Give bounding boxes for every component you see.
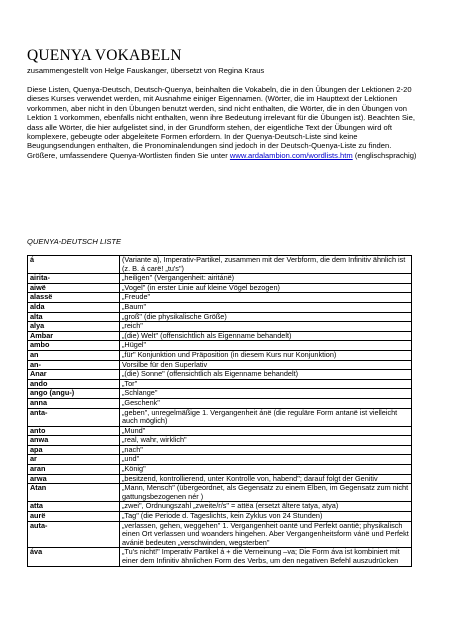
entry-word: an <box>28 350 120 360</box>
entry-word: anwa <box>28 436 120 446</box>
table-row <box>28 302 412 312</box>
entry-meaning: „Freude" <box>120 293 412 303</box>
table-row <box>28 465 412 475</box>
entry-word: airita- <box>28 274 120 284</box>
entry-meaning: „heiligen" (Vergangenheit: airitánë) <box>120 274 412 284</box>
table-row <box>28 379 412 389</box>
table-row <box>28 548 412 566</box>
document-subtitle: zusammengestellt von Helge Fauskanger, übersetzt von Regina Kraus <box>27 66 265 75</box>
entry-meaning: „für" Konjunktion und Präposition (in diesem Kurs nur Konjunktion) <box>120 350 412 360</box>
entry-meaning: „König" <box>120 465 412 475</box>
entry-word: Ambar <box>28 331 120 341</box>
entry-meaning: „Geschenk" <box>120 398 412 408</box>
table-row <box>28 331 412 341</box>
table-row <box>28 312 412 322</box>
entry-word: atta <box>28 502 120 512</box>
table-row <box>28 350 412 360</box>
entry-meaning: „zwei", Ordnungszahl „zweite/r/s" = attëa (ersetzt ältere tatya, atya) <box>120 502 412 512</box>
table-row <box>28 341 412 351</box>
table-row <box>28 274 412 284</box>
entry-meaning: „reich" <box>120 322 412 332</box>
entry-word: anto <box>28 426 120 436</box>
entry-word: alda <box>28 302 120 312</box>
vocabulary-table <box>27 255 412 567</box>
entry-meaning: „(die) Welt" (offensichtlich als Eigenname behandelt) <box>120 331 412 341</box>
entry-meaning: „Hügel" <box>120 341 412 351</box>
entry-word: alta <box>28 312 120 322</box>
entry-meaning: „Tag" (die Periode d. Tageslichts, kein Zyklus von 24 Stunden) <box>120 512 412 522</box>
table-row <box>28 322 412 332</box>
intro-text: Diese Listen, Quenya-Deutsch, Deutsch-Quenya, beinhalten die Vokabeln, die in den Übungen der Lektionen 2-20 dieses Kurses verwendet werden, mit Ausnahme einiger Eigennamen. (Wörter, die im Haupttext der Lektionen vorkommen, aber nicht in den Übungen benutzt werden, sind nicht enthalten, die Wörter, die in den Übungen von Lektion 1 vorkommen, ebenfalls nicht enthalten, wenn ihre Bedeutung irrelevant für die Übungen ist). Beachten Sie, dass alle Wörter, die hier aufgelistet sind, in der Grundform stehen, der eigentliche Text der Übungen wird oft komplexere, gebeugte oder abgeleitete Formen erfordern. In der Quenya-Deutsch-Liste sind keine Beugungsendungen enthalten, die Pronominalendungen sind jedoch in der Deutsch-Quenya-Liste zu finden. Größere, umfassendere Quenya-Wortlisten finden Sie unter <box>27 85 415 160</box>
entry-word: an- <box>28 360 120 370</box>
intro-after: (englischsprachig) <box>354 150 417 160</box>
intro-paragraph <box>27 85 419 160</box>
table-row <box>28 293 412 303</box>
entry-meaning: „Tor" <box>120 379 412 389</box>
entry-meaning: „(die) Sonne" (offensichtlich als Eigenname behandelt) <box>120 370 412 380</box>
table-row <box>28 426 412 436</box>
entry-word: Atan <box>28 484 120 502</box>
table-row <box>28 283 412 293</box>
table-row <box>28 370 412 380</box>
table-row <box>28 256 412 274</box>
entry-word: á <box>28 256 120 274</box>
table-row <box>28 445 412 455</box>
entry-word: Anar <box>28 370 120 380</box>
table-row <box>28 512 412 522</box>
entry-meaning: „real, wahr, wirklich" <box>120 436 412 446</box>
section-heading: QUENYA-DEUTSCH LISTE <box>27 237 122 246</box>
table-row <box>28 455 412 465</box>
entry-meaning: Vorsilbe für den Superlativ <box>120 360 412 370</box>
entry-word: apa <box>28 445 120 455</box>
entry-meaning: „groß" (die physikalische Größe) <box>120 312 412 322</box>
entry-meaning: (Variante a), Imperativ-Partikel, zusammen mit der Verbform, die dem Infinitiv ähnlich ist (z. B. á carë! „tu's") <box>120 256 412 274</box>
entry-meaning: „Schlange" <box>120 389 412 399</box>
entry-meaning: „Tu's nicht!" Imperativ Partikel á + die Verneinung –va; Die Form áva ist kombiniert mit einer dem Infinitiv ähnlichen Form des Verbs, um den negativen Befehl auszudrücken <box>120 548 412 566</box>
entry-word: aiwë <box>28 283 120 293</box>
entry-meaning: „Mann, Mensch" (übergeordnet, als Gegensatz zu einem Elben, im Gegensatz zum nicht gattungsbezogenen nér ) <box>120 484 412 502</box>
entry-word: anna <box>28 398 120 408</box>
entry-word: ango (angu-) <box>28 389 120 399</box>
entry-word: áva <box>28 548 120 566</box>
entry-meaning: „nach" <box>120 445 412 455</box>
entry-meaning: „geben", unregelmäßige 1. Vergangenheit ánë (die reguläre Form antanë ist vielleicht auch möglich) <box>120 408 412 426</box>
entry-meaning: „besitzend, kontrollierend, unter Kontrolle von, habend"; darauf folgt der Genitiv <box>120 474 412 484</box>
entry-meaning: „Baum" <box>120 302 412 312</box>
entry-word: alya <box>28 322 120 332</box>
table-row <box>28 389 412 399</box>
document-title: QUENYA VOKABELN <box>27 47 182 64</box>
table-row <box>28 521 412 548</box>
entry-word: ambo <box>28 341 120 351</box>
table-row <box>28 484 412 502</box>
entry-word: arwa <box>28 474 120 484</box>
entry-word: alassë <box>28 293 120 303</box>
table-row <box>28 408 412 426</box>
table-row <box>28 436 412 446</box>
entry-meaning: „verlassen, gehen, weggehen" 1. Vergangenheit oantë und Perfekt oantië; physikalisch einen Ort verlassen und woanders hingehen. Aber Vergangenheitsform vánë und Perfekt avánië bedeuten „verschwinden, wegsterben" <box>120 521 412 548</box>
entry-word: aurë <box>28 512 120 522</box>
table-row <box>28 398 412 408</box>
entry-word: aran <box>28 465 120 475</box>
wordlists-link[interactable]: www.ardalambion.com/wordlists.htm <box>229 150 353 160</box>
entry-meaning: „Vogel" (in erster Linie auf kleine Vögel bezogen) <box>120 283 412 293</box>
entry-word: anta- <box>28 408 120 426</box>
entry-word: ando <box>28 379 120 389</box>
entry-meaning: „Mund" <box>120 426 412 436</box>
entry-meaning: „und" <box>120 455 412 465</box>
entry-word: auta- <box>28 521 120 548</box>
entry-word: ar <box>28 455 120 465</box>
